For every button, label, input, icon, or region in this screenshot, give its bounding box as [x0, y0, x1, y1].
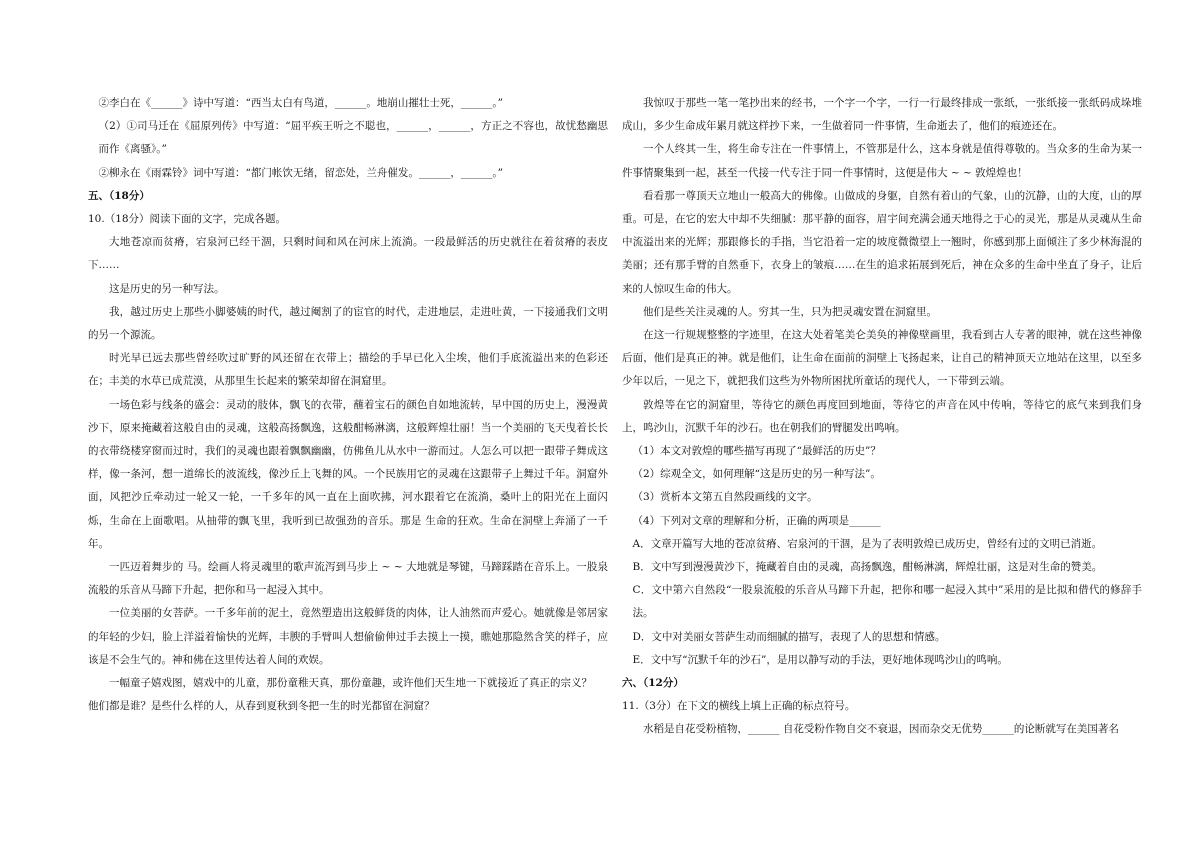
passage-paragraph-13: 他们是些关注灵魂的人。穷其一生，只为把灵魂安置在洞窟里。 — [643, 305, 937, 318]
passage-paragraph-3: 我，越过历史上那些小脚婆姨的时代，越过阉割了的宦官的时代，走进地层，走进吐黄，一下接通我们文明的另一个源流。 — [88, 305, 608, 342]
sub-question-3: （3）赏析本文第五自然段画线的文字。 — [632, 491, 818, 504]
passage-paragraph-7: 一位美丽的女菩萨。一千多年前的泥土，竟然塑造出这般鲜货的肉体，让人油然而声爱心。她就像是邻居家的年轻的少妇，脸上洋溢着愉快的光辉，丰腴的手臂叫人想偷偷伸过手去摸上一摸，瞧她那隐然含笑的样子，应该是不会生气的。神和佛在这里传达着人间的欢娱。 — [88, 607, 608, 666]
passage-paragraph-14: 在这一行规规整整的字迹里，在这大处着笔美仑美奂的神像壁画里，我看到古人专著的眼神，就在这些神像后面，他们是真正的神。就是他们，让生命在面前的洞壁上飞扬起来，让自己的精神顶天立地站在这里，以至多少年以后，一见之下，就把我们这些为外物所困扰所童话的现代人，一下带到云端。 — [622, 329, 1142, 388]
passage-paragraph-4: 时光早已远去那些曾经吹过旷野的风还留在衣带上；描绘的手早已化入尘埃，他们手底流溢出来的色彩还在；丰美的水草已成荒漠，从那里生长起来的繁荣却留在洞窟里。 — [88, 352, 608, 388]
option-d: D．文中对美丽女菩萨生动而细腻的描写，表现了人的思想和情感。 — [632, 630, 946, 643]
passage-paragraph-11: 一个人终其一生，将生命专注在一件事情上，不管那是什么，这本身就是值得尊敬的。当众多的生命为某一件事情聚集到一起，甚至一代接一代专注于同一件事情时，这便是伟大 ~ ~ 敦煌煌也！ — [622, 143, 1142, 179]
question-11-prompt: 11.（3分）在下文的横线上填上正确的标点符号。 — [622, 700, 856, 713]
recitation-item-sima-qian: （2）①司马迁在《屈原列传》中写道：“屈平疾王听之不聪也，______，______，方正之不容也，故忧愁幽思而作《离骚》。” — [98, 120, 608, 156]
option-a: A．文章开篇写大地的苍凉贫瘠、宕泉河的干涸，是为了表明敦煌已成历史，曾经有过的文明已消逝。 — [632, 537, 1103, 550]
passage-paragraph-2: 这是历史的另一种写法。 — [109, 282, 225, 295]
passage-paragraph-6: 一匹迈着舞步的 马。绘画人将灵魂里的歌声流泻到马步上 ~ ~ 大地就是琴键，马蹄踩踏在音乐上。一股泉流般的乐音从马蹄下升起，把你和马一起浸入其中。 — [88, 561, 608, 597]
passage-paragraph-15: 敦煌等在它的洞窟里，等待它的颜色再度回到地面，等待它的声音在风中传响，等待它的底气来到我们身上，鸣沙山，沉默千年的沙石。也在朝我们的臂腿发出鸣响。 — [622, 398, 1142, 434]
question-10-prompt: 10.（18分）阅读下面的文字，完成各题。 — [88, 213, 287, 226]
question-11-text: 水稻是自花受粉植物，______ 自花受粉作物自交不衰退，因而杂交无优势______的论断就写在美国著名 — [643, 723, 1119, 736]
left-column — [88, 92, 608, 718]
sub-question-1: （1）本文对敦煌的哪些描写再现了“最鲜活的历史”？ — [632, 445, 881, 458]
option-b: B．文中写到漫漫黄沙下，掩藏着自由的灵魂，高扬飘逸，酣畅淋漓，辉煌壮丽，这是对生命的赞美。 — [632, 561, 1103, 574]
sub-question-4: （4）下列对文章的理解和分析，正确的两项是______ — [632, 514, 881, 527]
sub-question-2: （2）综观全文，如何理解“这是历史的另一种写法”。 — [632, 468, 881, 481]
passage-paragraph-10: 我惊叹于那些一笔一笔抄出来的经书，一个字一个字，一行一行最终排成一张纸，一张纸接一张纸码成垛堆成山，多少生命成年累月就这样抄下来，一生做着同一件事情，生命逝去了，他们的痕迹还在。 — [622, 97, 1142, 133]
passage-paragraph-12: 看看那一尊顶天立地山一般高大的佛像。山做成的身躯，自然有着山的气象，山的沉静，山的大度，山的厚重。可是，在它的宏大中却不失细腻：那平静的面容，眉宇间充满会通天地得之于心的灵光，那是从灵魂从生命中流溢出来的光辉；那跟修长的手指，当它沿着一定的坡度微微望上一翘时，你感到那上面倾注了多少林海混的美丽；还有那手臂的自然垂下，衣身上的皱痕……在生的追求拓展到死后，神在众多的生命中坐直了身子，让后来的人惊叹生命的伟大。 — [622, 189, 1142, 295]
option-e: E．文中写“沉默千年的沙石”，是用以静写动的手法，更好地体现鸣沙山的鸣响。 — [632, 653, 1008, 666]
passage-paragraph-5: 一场色彩与线条的盛会：灵动的肢体，飘飞的衣带，蘸着宝石的颜色自如地流转，早中国的历史上，漫漫黄沙下，原来掩藏着这般自由的灵魂，这般高扬飘逸，这般酣畅淋漓，这般辉煌壮丽！当一个美丽的飞天曳着长长的衣带绕楼穿窗而过时，我们的灵魂也跟着飘飘幽幽，仿佛鱼儿从水中一游而过。人怎么可以把一跟带子舞成这样，像一条河，想一道绵长的波流线，像沙丘上飞舞的风。一个民族用它的灵魂在这跟带子上舞过千年。洞窟外面，风把沙丘牵动过一轮又一轮，一千多年的风一直在上面吹拂，河水跟着它在流淌，桑叶上的阳光在上面闪烁，生命在上面歌唱。从抽带的飘飞里，我听到已故强劲的音乐。那是 生命的狂欢。生命在洞壁上奔涌了一千年。 — [88, 398, 608, 550]
section-6-heading: 六、（12分） — [622, 677, 684, 690]
passage-paragraph-9: 他们都是谁？是些什么样的人，从春到夏秋到冬把一生的时光都留在洞窟？ — [88, 700, 435, 713]
passage-paragraph-1: 大地苍凉而贫瘠，宕泉河已经干涸，只剩时间和风在河床上流淌。一段最鲜活的历史就往在着贫瘠的表皮下…… — [88, 236, 608, 272]
passage-paragraph-8: 一幅童子嬉戏图，嬉戏中的儿童，那份童稚天真，那份童趣，或许他们天生地一下就接近了真正的宗义？ — [109, 677, 592, 690]
section-5-heading: 五、（18分） — [88, 189, 150, 202]
right-column — [622, 92, 1142, 742]
recitation-item-liu-yong: ②柳永在《雨霖铃》词中写道：“都门帐饮无绪，留恋处，兰舟催发。______，______。” — [98, 166, 503, 179]
option-c: C．文中第六自然段“一股泉流般的乐音从马蹄下升起，把你和哪一起浸入其中”采用的是比拟和借代的修辞手法。 — [632, 584, 1142, 620]
recitation-item-li-bai: ②李白在《______》诗中写道：“西当太白有鸟道，______。地崩山摧壮士死，______。” — [98, 97, 503, 109]
